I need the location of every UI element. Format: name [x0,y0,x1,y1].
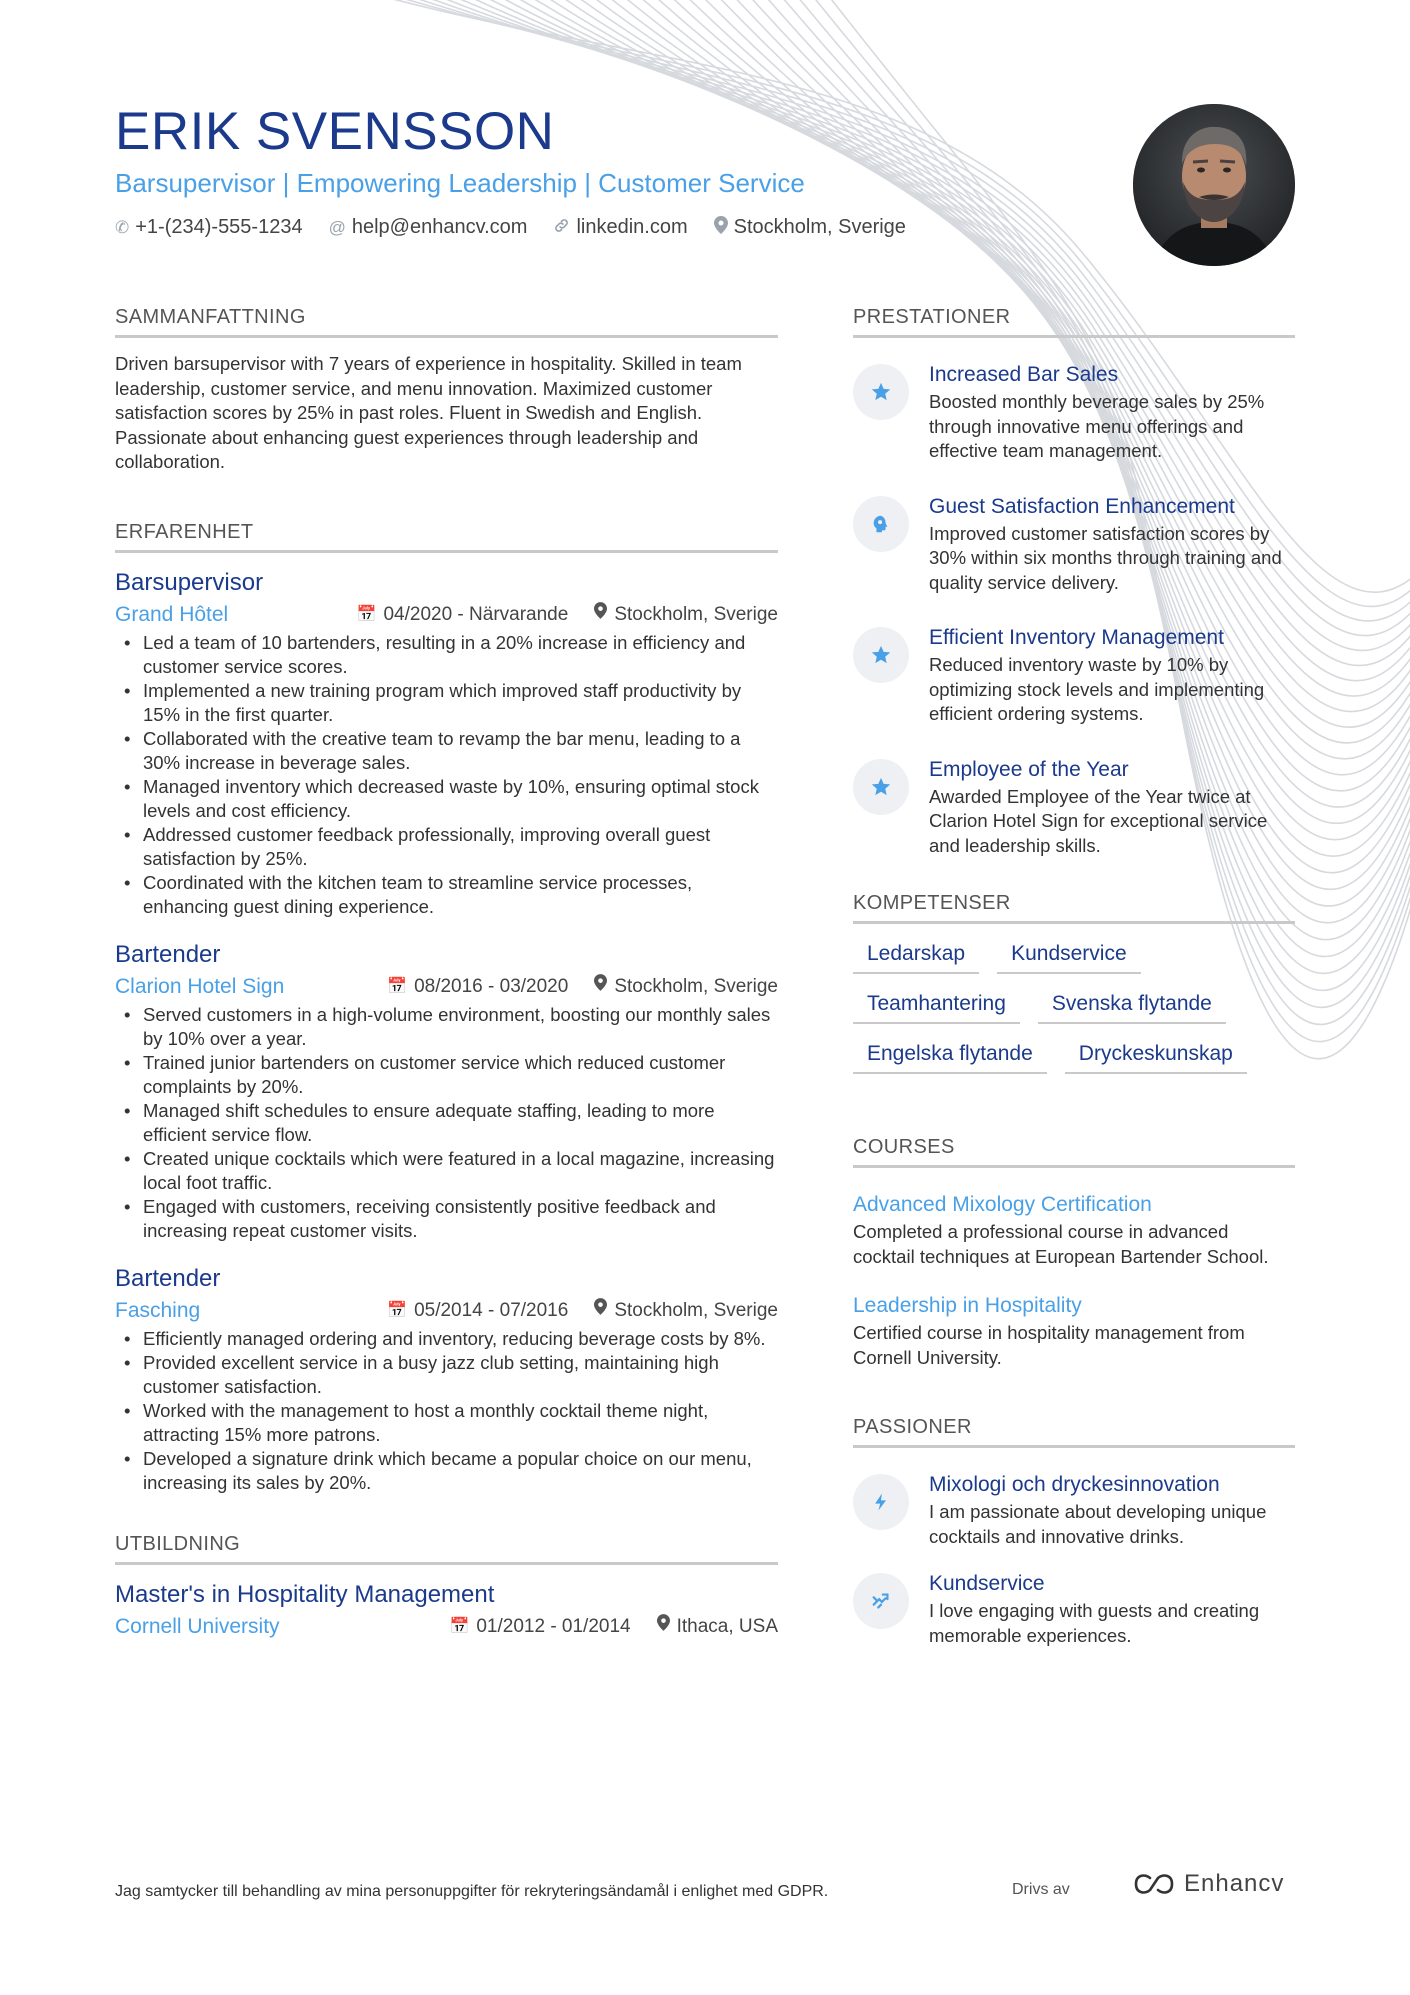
courses-heading: COURSES [853,1136,1295,1168]
job-bullet: • Led a team of 10 bartenders, resulting in a 20% increase in efficiency and customer service scores. [115,631,778,679]
job-location [594,973,778,1001]
job-meta [115,973,778,1001]
achievement-item [853,360,1295,464]
passion-body [929,1470,1295,1549]
lightning-icon [853,1474,909,1530]
job-meta [115,601,778,629]
location-pin-icon [714,216,728,239]
job-bullet: • Efficiently managed ordering and inventory, reducing beverage costs by 8%. [115,1327,778,1351]
course-desc: Certified course in hospitality management from Cornell University. [853,1322,1245,1368]
job-dates [357,601,569,629]
job-location [594,1297,778,1325]
handshake-icon [853,1573,909,1629]
skill-tag: Ledarskap [853,938,979,974]
achievement-title: Guest Satisfaction Enhancement [929,494,1235,518]
degree-title: Master's in Hospitality Management [115,1580,495,1608]
job-location [594,601,778,629]
job-location-text: Stockholm, Sverige [614,1299,778,1321]
contact-location [714,216,906,239]
enhancv-logo-icon [1132,1872,1176,1896]
calendar-icon: 📅 [356,605,377,623]
courses-section [853,1136,1295,1370]
passion-desc: I am passionate about developing unique cocktails and innovative drinks. [929,1501,1267,1547]
achievement-title: Increased Bar Sales [929,363,1119,386]
contact-email[interactable] [329,216,528,239]
education-location-text: Ithaca, USA [676,1615,778,1637]
achievement-list [853,360,1295,858]
skills-heading: KOMPETENSER [853,892,1295,924]
location-pin-icon [594,601,607,629]
job-dates [387,973,568,1001]
gdpr-consent: Jag samtycker till behandling av mina personuppgifter för rekryteringsändamål i enlighet med GDPR. [115,1883,829,1900]
course-list [853,1190,1295,1370]
achievement-item [853,623,1295,727]
achievement-body [929,492,1295,596]
tagline: Barsupervisor | Empowering Leadership | Customer Service [115,168,805,198]
phone-text: +1-(234)-555-1234 [135,216,303,238]
job-bullet: • Trained junior bartenders on customer service which reduced customer complaints by 20%. [115,1051,778,1099]
passion-list [853,1470,1295,1648]
star-icon [853,627,909,683]
achievement-item [853,755,1295,859]
candidate-name: ERIK SVENSSON [115,102,555,161]
job-bullet: • Managed shift schedules to ensure adequate staffing, leading to more efficient service flow. [115,1099,778,1147]
skill-tag: Teamhantering [853,988,1020,1024]
achievement-item [853,492,1295,596]
job-bullet: • Worked with the management to host a monthly cocktail theme night, attracting 15% more patrons. [115,1399,778,1447]
achievement-desc: Reduced inventory waste by 10% by optimizing stock levels and implementing efficient ordering systems. [929,654,1265,724]
passion-body [929,1569,1295,1648]
course-title: Leadership in Hospitality [853,1294,1082,1317]
job-entry [115,939,778,1243]
job-bullets [115,631,778,919]
job-bullet: • Addressed customer feedback professionally, improving overall guest satisfaction by 25%. [115,823,778,871]
skill-tag: Svenska flytande [1038,988,1226,1024]
job-title: Bartender [115,940,221,968]
link-icon [553,217,570,239]
email-text: help@enhancv.com [351,216,528,238]
job-location-text: Stockholm, Sverige [614,603,778,625]
summary-section [115,306,778,475]
course-desc: Completed a professional course in advanced cocktail techniques at European Bartender School. [853,1221,1269,1267]
achievements-section [853,306,1295,858]
education-dates [449,1613,630,1641]
skill-tag: Engelska flytande [853,1038,1047,1074]
location-pin-icon [594,1297,607,1325]
course-title: Advanced Mixology Certification [853,1193,1152,1216]
job-bullet: • Provided excellent service in a busy jazz club setting, maintaining high customer satisfaction. [115,1351,778,1399]
job-bullet: • Managed inventory which decreased waste by 10%, ensuring optimal stock levels and cost efficiency. [115,775,778,823]
location-text: Stockholm, Sverige [733,216,906,238]
achievement-body [929,755,1295,859]
at-icon: @ [328,217,346,237]
job-dates [387,1297,568,1325]
passion-item [853,1470,1295,1549]
job-entry [115,1263,778,1495]
job-bullet: • Engaged with customers, receiving consistently positive feedback and increasing repeat customer visits. [115,1195,778,1243]
contact-row [115,216,1115,239]
job-title: Barsupervisor [115,568,264,596]
education-section [115,1533,778,1641]
passions-heading: PASSIONER [853,1416,1295,1448]
job-dates-text: 08/2016 - 03/2020 [414,975,569,997]
enhancv-logo-text: Enhancv [1184,1870,1285,1897]
job-list [115,567,778,1495]
skills-section [853,892,1295,1074]
achievements-heading: PRESTATIONER [853,306,1295,338]
summary-heading: SAMMANFATTNING [115,306,778,338]
calendar-icon: 📅 [387,1301,408,1319]
job-bullets [115,1003,778,1243]
job-bullet: • Coordinated with the kitchen team to streamline service processes, enhancing guest dining experience. [115,871,778,919]
education-location [657,1613,778,1641]
calendar-icon: 📅 [387,977,408,995]
experience-section [115,521,778,1495]
achievement-title: Efficient Inventory Management [929,626,1224,649]
achievement-body [929,360,1295,464]
job-meta [115,1297,778,1325]
job-bullet: • Implemented a new training program which improved staff productivity by 15% in the first quarter. [115,679,778,727]
company-name: Fasching [115,1298,201,1322]
course-item [853,1190,1295,1269]
job-bullet: • Collaborated with the creative team to revamp the bar menu, leading to a 30% increase in beverage sales. [115,727,778,775]
job-dates-text: 04/2020 - Närvarande [383,603,569,625]
enhancv-logo[interactable] [1132,1870,1284,1898]
brain-icon [853,496,909,552]
contact-linkedin[interactable] [553,216,687,239]
powered-by-label: Drivs av [1012,1881,1070,1898]
experience-heading: ERFARENHET [115,521,778,553]
skill-tag: Kundservice [997,938,1141,974]
achievement-desc: Boosted monthly beverage sales by 25% through innovative menu offerings and effective team management. [929,391,1265,461]
left-column [115,306,778,1641]
job-location-text: Stockholm, Sverige [614,975,778,997]
education-heading: UTBILDNING [115,1533,778,1565]
header [115,100,1115,239]
profile-photo [1133,104,1295,266]
achievement-title: Employee of the Year [929,757,1129,781]
education-meta [115,1613,778,1641]
job-bullet: • Served customers in a high-volume environment, boosting our monthly sales by 10% over a year. [115,1003,778,1051]
job-title: Bartender [115,1264,221,1292]
passions-section [853,1416,1295,1648]
location-pin-icon [657,1613,670,1641]
right-column [853,306,1295,1668]
education-entry [115,1579,778,1641]
company-name: Clarion Hotel Sign [115,974,285,998]
achievement-desc: Improved customer satisfaction scores by 30% within six months through training and quality service delivery. [929,522,1282,593]
passion-title: Mixologi och dryckesinnovation [929,1473,1220,1496]
job-bullet: • Developed a signature drink which became a popular choice on our menu, increasing its sales by 20%. [115,1447,778,1495]
job-dates-text: 05/2014 - 07/2016 [414,1299,569,1321]
location-pin-icon [594,973,607,1001]
summary-text: Driven barsupervisor with 7 years of experience in hospitality. Skilled in team leadership, customer service, and menu innovation. Maximized customer satisfaction scores by 25% in past roles. Fluent in Swedish and English. Passionate about enhancing guest experiences through leadership and collaboration. [115,353,742,472]
achievement-desc: Awarded Employee of the Year twice at Clarion Hotel Sign for exceptional service and leadership skills. [929,785,1268,856]
achievement-body [929,623,1295,727]
school-name: Cornell University [115,1614,280,1638]
education-dates-text: 01/2012 - 01/2014 [476,1615,631,1637]
calendar-icon: 📅 [449,1617,470,1635]
contact-phone[interactable] [115,216,303,239]
job-entry [115,567,778,919]
star-icon [853,364,909,420]
company-name: Grand Hôtel [115,602,229,626]
job-bullets [115,1327,778,1495]
linkedin-text: linkedin.com [576,216,688,238]
skill-tag: Dryckeskunskap [1065,1038,1247,1074]
phone-icon: ✆ [115,217,130,237]
job-bullet: • Created unique cocktails which were featured in a local magazine, increasing local foot traffic. [115,1147,778,1195]
passion-item [853,1569,1295,1648]
passion-title: Kundservice [929,1572,1045,1595]
course-item [853,1291,1295,1370]
skill-list [853,938,1295,1074]
passion-desc: I love engaging with guests and creating memorable experiences. [929,1600,1260,1646]
star-icon [853,759,909,815]
